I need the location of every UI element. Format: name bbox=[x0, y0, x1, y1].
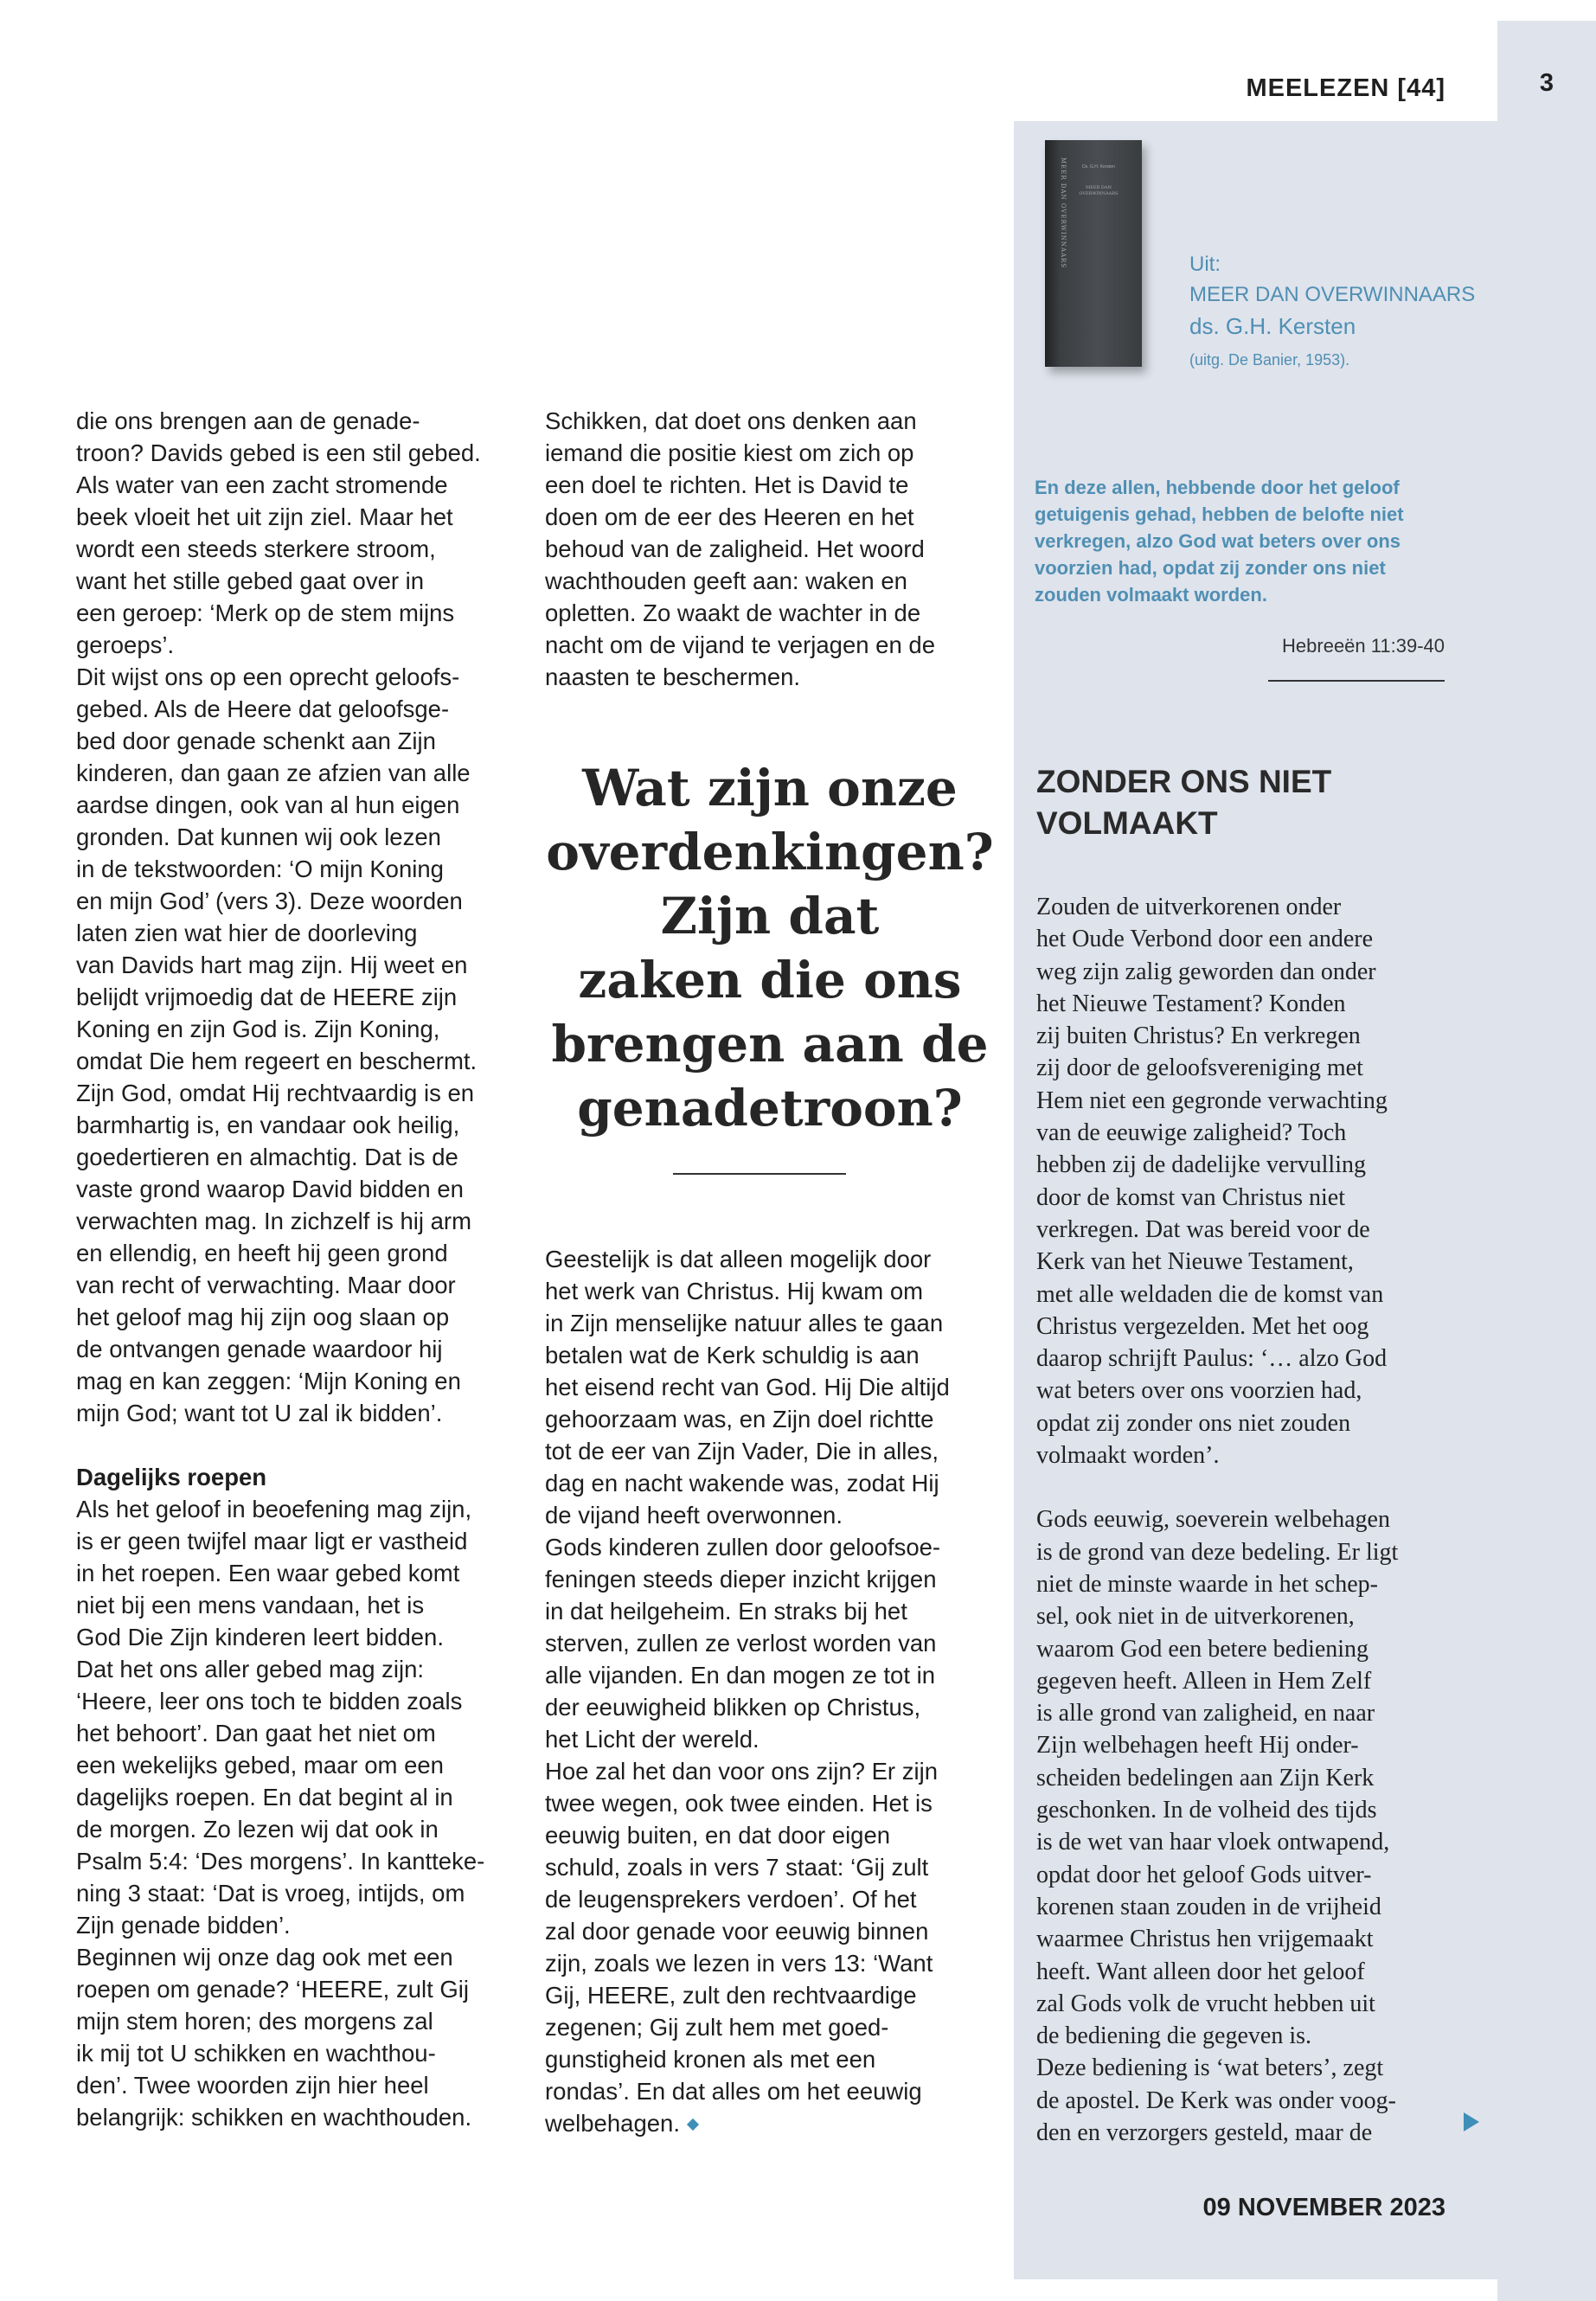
text-line: opdat zij zonder ons niet zouden bbox=[1036, 1409, 1351, 1437]
text-line: is de grond van deze bedeling. Er ligt bbox=[1036, 1538, 1399, 1566]
text-line: Schikken, dat doet ons denken aan bbox=[545, 407, 917, 434]
text-line: van recht of verwachting. Maar door bbox=[76, 1272, 456, 1298]
text-line: roepen om genade? ‘HEERE, zult Gij bbox=[76, 1976, 469, 2003]
text-line: mag en kan zeggen: ‘Mijn Koning en bbox=[76, 1368, 461, 1394]
text-line: een geroep: ‘Merk op de stem mijns bbox=[76, 599, 455, 626]
text-line: iemand die positie kiest om zich op bbox=[545, 439, 914, 466]
text-line: schuld, zoals in vers 7 staat: ‘Gij zult bbox=[545, 1854, 929, 1881]
page-edge-strip bbox=[1497, 21, 1596, 2301]
text-line: Gij, HEERE, zult den rechtvaardige bbox=[545, 1982, 917, 2009]
text-line: gunstigheid kronen als met een bbox=[545, 2046, 876, 2073]
text-line: sterven, zullen ze verlost worden van bbox=[545, 1630, 937, 1657]
text-line: die ons brengen aan de genade- bbox=[76, 407, 420, 434]
text-line: belijdt vrijmoedig dat de HEERE zijn bbox=[76, 984, 458, 1010]
text-line: ning 3 staat: ‘Dat is vroeg, intijds, om bbox=[76, 1880, 465, 1907]
text-line: ‘Heere, leer ons toch te bidden zoals bbox=[76, 1688, 463, 1715]
bible-reference: Hebreeën 11:39-40 bbox=[1282, 635, 1445, 657]
text-line: van Davids hart mag zijn. Hij weet en bbox=[76, 952, 468, 978]
text-line: want het stille gebed gaat over in bbox=[76, 567, 425, 594]
bible-quote-line: verkregen, alzo God wat beters over ons bbox=[1035, 530, 1401, 552]
text-line: zal Gods volk de vrucht hebben uit bbox=[1036, 1990, 1375, 2017]
text-line: nacht om de vijand te verjagen en de bbox=[545, 631, 935, 658]
text-line: de leugensprekers verdoen’. Of het bbox=[545, 1886, 917, 1913]
text-line: het Oude Verbond door een andere bbox=[1036, 926, 1374, 953]
text-line: troon? Davids gebed is een stil gebed. bbox=[76, 439, 481, 466]
source-author: ds. G.H. Kersten bbox=[1189, 313, 1356, 339]
text-line: Als het geloof in beoefening mag zijn, bbox=[76, 1496, 472, 1522]
text-line: gronden. Dat kunnen wij ook lezen bbox=[76, 824, 441, 850]
text-line: kinderen, dan gaan ze afzien van alle bbox=[76, 760, 471, 786]
text-line: den’. Twee woorden zijn hier heel bbox=[76, 2072, 429, 2099]
article-column-2-top bbox=[545, 405, 995, 693]
text-line: gegeven heeft. Alleen in Hem Zelf bbox=[1036, 1667, 1372, 1695]
text-line: zijn, zoals we lezen in vers 13: ‘Want bbox=[545, 1950, 933, 1977]
text-line: Zijn God, omdat Hij rechtvaardig is en bbox=[76, 1080, 475, 1106]
text-line: het behoort’. Dan gaat het niet om bbox=[76, 1720, 436, 1747]
text-line: betalen wat de Kerk schuldig is aan bbox=[545, 1342, 920, 1368]
text-line: in dat heilgeheim. En straks bij het bbox=[545, 1598, 907, 1625]
text-line: eeuwig buiten, en dat door eigen bbox=[545, 1822, 891, 1849]
last-line-text: welbehagen. bbox=[545, 2110, 680, 2137]
issue-date: 09 NOVEMBER 2023 bbox=[1202, 2194, 1445, 2221]
text-line: den en verzorgers gesteld, maar de bbox=[1036, 2118, 1373, 2146]
bible-quote-line: zouden volmaakt worden. bbox=[1035, 584, 1267, 606]
subheading: Dagelijks roepen bbox=[76, 1464, 267, 1490]
pull-quote-line: overdenkingen? bbox=[546, 823, 994, 881]
text-line: in Zijn menselijke natuur alles te gaan bbox=[545, 1310, 944, 1336]
bible-quote-line: voorzien had, opdat zij zonder ons niet bbox=[1035, 557, 1386, 579]
text-line: Geestelijk is dat alleen mogelijk door bbox=[545, 1246, 932, 1272]
text-line: wordt een steeds sterkere stroom, bbox=[76, 535, 436, 562]
text-line: de bediening die gegeven is. bbox=[1036, 2022, 1312, 2050]
text-line: waarom God een betere bediening bbox=[1036, 1635, 1369, 1663]
text-line: in de tekstwoorden: ‘O mijn Koning bbox=[76, 856, 444, 882]
text-line: barmhartig is, en vandaar ook heilig, bbox=[76, 1112, 460, 1138]
paragraph-gap bbox=[76, 1429, 517, 1461]
text-line: een doel te richten. Het is David te bbox=[545, 471, 909, 498]
book-cover-author: Ds. G.H. Kersten bbox=[1082, 164, 1115, 170]
text-line: mijn stem horen; des morgens zal bbox=[76, 2008, 433, 2035]
text-line: wachthouden geeft aan: waken en bbox=[545, 567, 907, 594]
pull-quote-line: brengen aan de bbox=[551, 1015, 989, 1074]
text-line: belangrijk: schikken en wachthouden. bbox=[76, 2104, 472, 2131]
text-line: vaste grond waarop David bidden en bbox=[76, 1176, 464, 1202]
text-line: Dit wijst ons op een oprecht geloofs- bbox=[76, 663, 460, 690]
text-line: aardse dingen, ook van al hun eigen bbox=[76, 792, 460, 818]
text-line: verwachten mag. In zichzelf is hij arm bbox=[76, 1208, 471, 1234]
source-publication: (uitg. De Banier, 1953). bbox=[1189, 351, 1350, 369]
text-line: Christus vergezelden. Met het oog bbox=[1036, 1312, 1369, 1340]
text-line: Gods kinderen zullen door geloofsoe- bbox=[545, 1534, 941, 1561]
text-line: de morgen. Zo lezen wij dat ook in bbox=[76, 1816, 439, 1843]
text-line: het Nieuwe Testament? Konden bbox=[1036, 990, 1346, 1017]
text-line: het werk van Christus. Hij kwam om bbox=[545, 1278, 924, 1304]
pull-quote-line: zaken die ons bbox=[578, 951, 962, 1009]
source-intro: Uit: bbox=[1189, 253, 1221, 276]
text-line: rondas’. En dat alles om het eeuwig bbox=[545, 2078, 922, 2105]
text-line: zal door genade voor eeuwig binnen bbox=[545, 1918, 929, 1945]
text-line: en ellendig, en heeft hij geen grond bbox=[76, 1240, 448, 1266]
text-line: daarop schrijft Paulus: ‘… alzo God bbox=[1036, 1345, 1388, 1373]
text-line: twee wegen, ook twee einden. Het is bbox=[545, 1790, 933, 1817]
bible-quote bbox=[1035, 474, 1454, 608]
text-line: Beginnen wij onze dag ook met een bbox=[76, 1944, 453, 1971]
text-line: dag en nacht wakende was, zodat Hij bbox=[545, 1470, 939, 1497]
text-line: Zijn genade bidden’. bbox=[76, 1912, 291, 1939]
text-line: Hem niet een gegronde verwachting bbox=[1036, 1086, 1388, 1114]
sidebar-article-title bbox=[1036, 761, 1331, 844]
text-line: in het roepen. Een waar gebed komt bbox=[76, 1560, 460, 1586]
article-column-1 bbox=[76, 405, 517, 2133]
pull-quote-line: Zijn dat bbox=[660, 887, 880, 945]
last-line bbox=[545, 2107, 995, 2139]
text-line: Kerk van het Nieuwe Testament, bbox=[1036, 1248, 1354, 1276]
text-line: Deze bediening is ‘wat beters’, zegt bbox=[1036, 2054, 1384, 2082]
section-header-label: MEELEZEN [44] bbox=[1246, 74, 1445, 102]
text-line: geroeps’. bbox=[76, 631, 175, 658]
text-line: feningen steeds dieper inzicht krijgen bbox=[545, 1566, 937, 1593]
text-line: zegenen; Gij zult hem met goed- bbox=[545, 2014, 889, 2041]
text-line: sel, ook niet in de uitverkorenen, bbox=[1036, 1603, 1355, 1631]
pull-quote-line: Wat zijn onze bbox=[582, 759, 958, 817]
text-line: de ontvangen genade waardoor hij bbox=[76, 1336, 443, 1362]
text-line: van de eeuwige zaligheid? Toch bbox=[1036, 1119, 1347, 1147]
text-line: met alle weldaden die de komst van bbox=[1036, 1280, 1384, 1308]
text-line: Zouden de uitverkorenen onder bbox=[1036, 894, 1342, 920]
text-line: naasten te beschermen. bbox=[545, 663, 801, 690]
text-line: opdat door het geloof Gods uitver- bbox=[1036, 1861, 1372, 1888]
text-line: beek vloeit het uit zijn ziel. Maar het bbox=[76, 503, 453, 530]
title-line: VOLMAAKT bbox=[1036, 805, 1218, 841]
text-line: weg zijn zalig geworden dan onder bbox=[1036, 958, 1376, 985]
text-line: Psalm 5:4: ‘Des morgens’. In kantteke- bbox=[76, 1848, 485, 1875]
text-line: Koning en zijn God is. Zijn Koning, bbox=[76, 1016, 440, 1042]
text-line: der eeuwigheid blikken op Christus, bbox=[545, 1694, 921, 1721]
text-line: de vijand heeft overwonnen. bbox=[545, 1502, 843, 1529]
text-line: een wekelijks gebed, maar om een bbox=[76, 1752, 444, 1779]
text-line: Als water van een zacht stromende bbox=[76, 471, 448, 498]
text-line: Gods eeuwig, soeverein welbehagen bbox=[1036, 1506, 1390, 1534]
diamond-icon bbox=[687, 2118, 699, 2131]
text-line: omdat Die hem regeert en beschermt. bbox=[76, 1048, 478, 1074]
text-line: is alle grond van zaligheid, en naar bbox=[1036, 1700, 1375, 1727]
sidebar-article-body bbox=[1036, 891, 1469, 2149]
text-line: tot de eer van Zijn Vader, Die in alles, bbox=[545, 1438, 939, 1465]
bible-quote-line: En deze allen, hebbende door het geloof bbox=[1035, 477, 1400, 498]
text-line: God Die Zijn kinderen leert bidden. bbox=[76, 1624, 444, 1650]
text-line: gehoorzaam was, en Zijn doel richtte bbox=[545, 1406, 934, 1433]
title-line: ZONDER ONS NIET bbox=[1036, 764, 1332, 799]
text-line: doen om de eer des Heeren en het bbox=[545, 503, 914, 530]
pull-quote bbox=[545, 756, 995, 1140]
text-line: door de komst van Christus niet bbox=[1036, 1183, 1345, 1211]
text-line: geschonken. In de volheid des tijds bbox=[1036, 1797, 1377, 1824]
text-line: heeft. Want alleen door het geloof bbox=[1036, 1958, 1365, 1985]
text-line: opletten. Zo waakt de wachter in de bbox=[545, 599, 921, 626]
source-book-title: MEER DAN OVERWINNAARS bbox=[1189, 283, 1476, 306]
divider bbox=[673, 1173, 846, 1175]
text-line: Hoe zal het dan voor ons zijn? Er zijn bbox=[545, 1758, 938, 1785]
text-line: mijn God; want tot U zal ik bidden’. bbox=[76, 1400, 443, 1426]
text-line: is de wet van haar vloek ontwapend, bbox=[1036, 1829, 1390, 1856]
text-line: het geloof mag hij zijn oog slaan op bbox=[76, 1304, 450, 1330]
text-line: Zijn welbehagen heeft Hij onder- bbox=[1036, 1732, 1359, 1759]
text-line: behoud van de zaligheid. Het woord bbox=[545, 535, 925, 562]
text-line: de apostel. De Kerk was onder voog- bbox=[1036, 2086, 1396, 2114]
paragraph-gap bbox=[1036, 1471, 1469, 1503]
divider bbox=[1268, 680, 1445, 682]
book-spine-title bbox=[1054, 157, 1069, 353]
pull-quote-line: genadetroon? bbox=[577, 1079, 963, 1138]
text-line: en mijn God’ (vers 3). Deze woorden bbox=[76, 888, 463, 914]
text-line: laten zien wat hier de doorleving bbox=[76, 920, 418, 946]
text-line: is er geen twijfel maar ligt er vastheid bbox=[76, 1528, 468, 1554]
article-column-2-bottom bbox=[545, 1243, 995, 2139]
text-line: het eisend recht van God. Hij Die altijd bbox=[545, 1374, 950, 1400]
text-line: niet bij een mens vandaan, het is bbox=[76, 1592, 425, 1618]
text-line: ik mij tot U schikken en wachthou- bbox=[76, 2040, 436, 2067]
text-line: zij door de geloofsvereniging met bbox=[1036, 1054, 1363, 1082]
text-line: hebben zij de dadelijke vervulling bbox=[1036, 1151, 1366, 1179]
text-line: alle vijanden. En dan mogen ze tot in bbox=[545, 1662, 935, 1689]
triangle-right-icon bbox=[1464, 2112, 1479, 2131]
book-cover-title: MEER DAN OVERWINNAARS bbox=[1079, 185, 1118, 196]
text-line: volmaakt worden’. bbox=[1036, 1442, 1220, 1470]
page-number: 3 bbox=[1539, 69, 1554, 97]
text-line: bed door genade schenkt aan Zijn bbox=[76, 727, 436, 754]
text-line: zij buiten Christus? En verkregen bbox=[1036, 1022, 1361, 1050]
text-line: verkregen. Dat was bereid voor de bbox=[1036, 1215, 1370, 1243]
text-line: goedertieren en almachtig. Dat is de bbox=[76, 1144, 458, 1170]
text-line: het Licht der wereld. bbox=[545, 1726, 760, 1753]
book-spine-text: MEER DAN OVERWINNAARS bbox=[1060, 157, 1067, 269]
text-line: gebed. Als de Heere dat geloofsge- bbox=[76, 695, 450, 722]
bible-quote-line: getuigenis gehad, hebben de belofte niet bbox=[1035, 503, 1404, 525]
text-line: dagelijks roepen. En dat begint al in bbox=[76, 1784, 453, 1811]
text-line: Dat het ons aller gebed mag zijn: bbox=[76, 1656, 425, 1682]
text-line: korenen staan zouden in de vrijheid bbox=[1036, 1893, 1381, 1920]
text-line: waarmee Christus hen vrijgemaakt bbox=[1036, 1926, 1374, 1953]
text-line: wat beters over ons voorzien had, bbox=[1036, 1377, 1362, 1405]
text-line: scheiden bedelingen aan Zijn Kerk bbox=[1036, 1764, 1375, 1791]
text-line: niet de minste waarde in het schep- bbox=[1036, 1570, 1378, 1598]
